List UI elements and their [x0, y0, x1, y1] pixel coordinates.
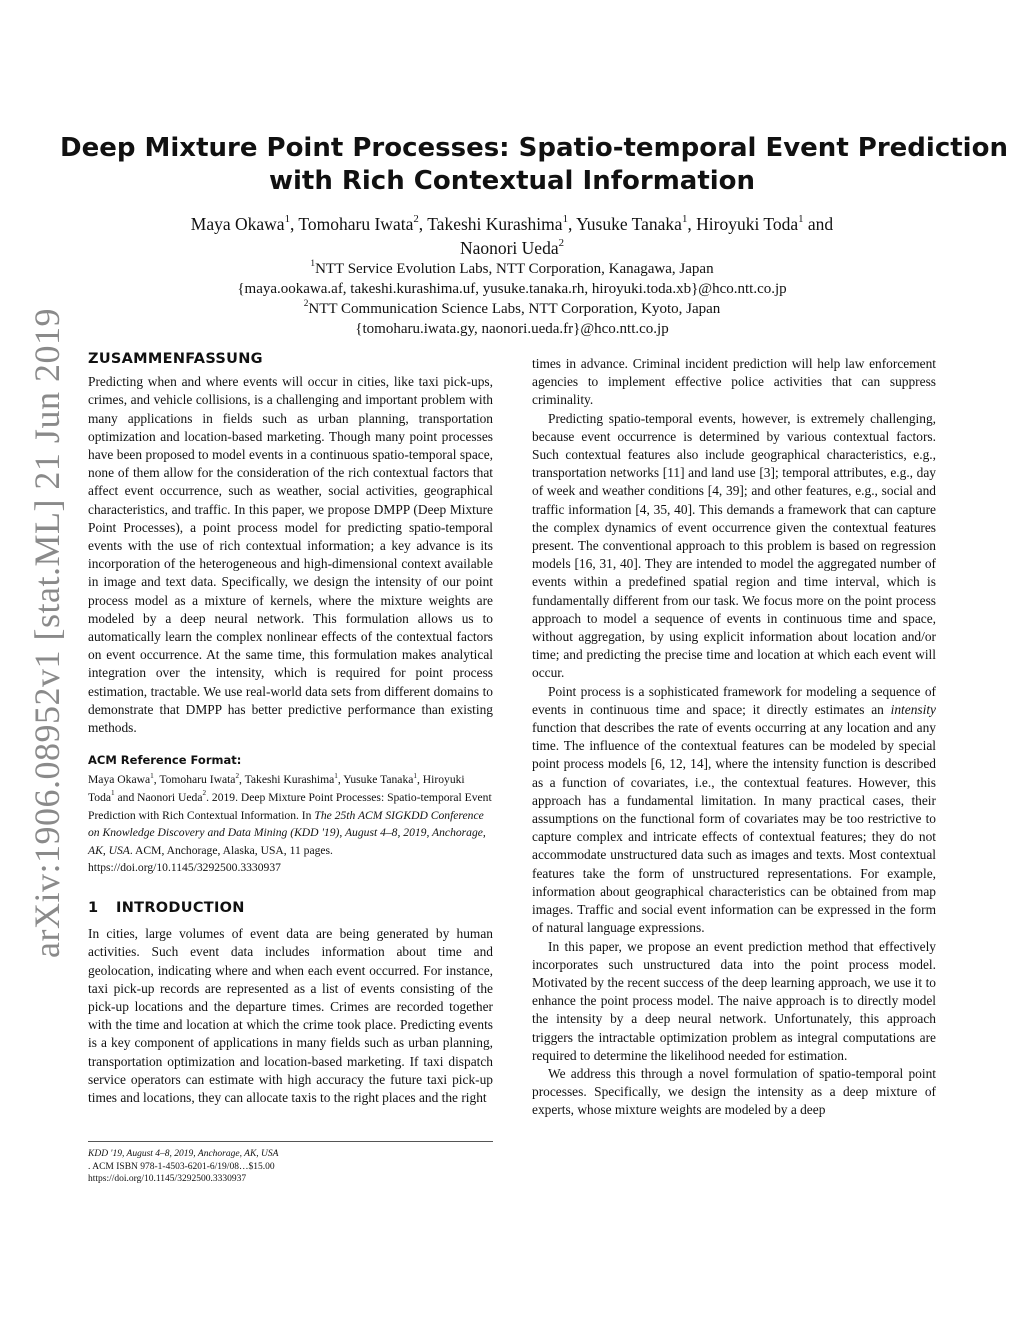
- affiliation-marker: 1: [798, 212, 804, 225]
- author-name: , Yusuke Tanaka: [567, 214, 682, 234]
- author-name: , Tomoharu Iwata: [290, 214, 414, 234]
- acm-reference-text: Maya Okawa$^1$, Tomoharu Iwata$^2$, Takeshi Kurashima$^1$, Yusuke Tanaka$^1$, Hiroyuki Toda$^1$ and Naonori Ueda$^2$. 2019. Deep Mixture Point Processes: Spatio-temporal Event Prediction with Rich Contextual Information. In The 25th ACM SIGKDD Conference on Knowledge Discovery and Data Mining (KDD '19), August 4–8, 2019, Anchorage, AK, USA. ACM, Anchorage, Alaska, USA, 11 pages. https://doi.org/10.1145/3292500.3330937: [88, 771, 492, 875]
- footnote-doi: https://doi.org/10.1145/3292500.3330937: [88, 1174, 247, 1185]
- affiliation-marker: 1: [681, 212, 688, 225]
- affiliation-marker: 1: [284, 212, 290, 225]
- affiliation-marker: 2: [413, 212, 419, 225]
- introduction-paragraph-1: In cities, large volumes of event data are being generated by human activities. Such event data includes information about time and geolocation, indicating where and when each event occurred. For instance, taxi pick-up records are represented as a list of events consisting of the pick-up locations and the departure times. Crimes are recorded together with the time and location at which the crime took place. Predicting events is a key component of applications in many fields such as urban planning, transportation optimization and location-based marketing. If taxi dispatch service operators can estimate with high accuracy the future taxi pick-up times and locations, they can allocate taxis to the right places and the right: [88, 926, 493, 1106]
- abstract-text: Predicting when and where events will occur in cities, like taxi pick-ups, crimes, and vehicle collisions, is a challenging and important problem with many applications in fields such as urban planning, transportation optimization and location-based marketing. Though many point processes have been proposed to model events in a continuous spatio-temporal space, none of them allow for the consideration of the rich contextual factors that affect event occurrence, such as weather, social activities, geographical characteristics, and traffic. In this paper, we propose DMPP (Deep Mixture Point Processes), a point process model for predicting spatio-temporal events with the use of rich contextual information; a key advance is its incorporation of the heterogeneous and high-dimensional context available in image and text data. Specifically, we design the intensity of our point process model as a mixture of kernels, where the mixture weights are modeled by a deep neural network. This formulation allows us to automatically learn the complex nonlinear effects of the contextual factors on event occurrence. At the same time, this formulation makes analytical integration over the intensity, which is required for point process estimation, tractable. We use real-world data sets from different domains to demonstrate that DMPP has better predictive performance than existing methods.: [88, 374, 493, 736]
- author-name: , Hiroyuki Toda: [687, 214, 799, 234]
- author-list: [60, 212, 964, 260]
- acm-reference-heading: ACM Reference Format:: [88, 753, 242, 768]
- title-line-2: with Rich Contextual Information: [268, 166, 756, 196]
- author-line-1: [60, 212, 964, 236]
- acm-reference-venue: The 25th ACM SIGKDD Conference on Knowledge Discovery and Data Mining (KDD '19), August 4–8, 2019, Anchorage, AK, USA: [88, 808, 486, 857]
- left-column: [88, 350, 493, 1107]
- author-name: , Takeshi Kurashima: [418, 214, 563, 234]
- paper-title: [60, 132, 1008, 198]
- right-paragraph-2: Predicting spatio-temporal events, however, is extremely challenging, because event occurrence is determined by various contextual factors. Such contextual features also include geographical characteristics, e.g., transportation networks [11] and land use [3]; temporal attributes, e.g., day of week and weather conditions [4, 39]; and other features, e.g., social and traffic information [4, 35, 40]. This demands a framework that can capture the complex dynamics of event occurrence given the contextual features present. The conventional approach to this problem is based on regression models [16, 31, 40]. They are intended to model the aggregated number of events within a predefined spatial region and time interval, which is fundamentally different from our task. We focus more on the point process approach to model a sequence of events in continuous time and space, without aggregation, by using explicit information about location and/or time; and predicting the precise time and location at which each event will occur.: [532, 410, 936, 681]
- right-paragraph-1: times in advance. Criminal incident prediction will help law enforcement agencies to implement effective police activities that can suppress criminality.: [532, 356, 936, 408]
- right-column: [532, 355, 936, 1120]
- footnote-divider: [88, 1141, 493, 1142]
- affiliation-name: NTT Service Evolution Labs, NTT Corporation, Kanagawa, Japan: [315, 261, 714, 277]
- copyright-footnote: [88, 1148, 493, 1186]
- footnote-conference: KDD '19, August 4–8, 2019, Anchorage, AK, USA: [88, 1149, 279, 1159]
- right-paragraph-4: In this paper, we propose an event prediction method that effectively incorporates such unstructured data into the point process model. Motivated by the recent success of the deep learning approach, we use it to enhance the point process model. The naive approach is to directly model the intensity by a deep neural network. Unfortunately, this approach triggers the intractable optimization problem as integral computations are required to determine the likelihood needed for estimation.: [532, 938, 936, 1063]
- section-number: 1: [88, 900, 99, 917]
- affiliation-name: NTT Communication Science Labs, NTT Corporation, Kyoto, Japan: [308, 301, 721, 317]
- affiliation-1: [60, 259, 964, 279]
- introduction-heading: [88, 899, 493, 917]
- affiliation-marker: 1: [310, 258, 316, 269]
- affiliation-2: [60, 299, 964, 319]
- abstract-heading: ZUSAMMENFASSUNG: [88, 351, 263, 367]
- right-paragraph-3: Point process is a sophisticated framework for modeling a sequence of events in continuous time and space; it directly estimates an intensity function that describes the rate of events occurring at any location and any time. The influence of the contextual features can be modeled by special point process models [6, 12, 14], where the intensity function is described as a function of covariates, i.e., the contextual features. However, this approach has a fundamental limitation. In many practical cases, their assumptions on the functional form of covariates may be too restrictive to capture complex and intricate effects of contextual features; they do not accommodate unstructured data such as images and texts. Most contextual features take the form of unstructured representations. For example, information about geographical characteristics can be obtained from map images. Traffic and social event information can be expressed in the form of natural language expressions.: [532, 683, 936, 936]
- affiliation-2-emails: {tomoharu.iwata.gy, naonori.ueda.fr}@hco.ntt.co.jp: [355, 321, 669, 337]
- affiliation-1-emails: {maya.ookawa.af, takeshi.kurashima.uf, yusuke.tanaka.rh, hiroyuki.toda.xb}@hco.ntt.co.jp: [237, 281, 787, 297]
- emphasis-intensity: intensity: [890, 701, 936, 717]
- affiliations: [60, 259, 964, 339]
- section-title: INTRODUCTION: [116, 900, 245, 917]
- title-line-1: Deep Mixture Point Processes: Spatio-temporal Event Prediction: [60, 133, 1008, 163]
- affiliation-marker: 2: [303, 298, 309, 309]
- arxiv-identifier-stamp: arXiv:1906.08952v1 [stat.ML] 21 Jun 2019: [27, 308, 67, 958]
- author-name: Naonori Ueda: [459, 238, 559, 258]
- author-line-2: [60, 236, 964, 260]
- author-conjunction: and: [803, 214, 834, 234]
- author-name: Maya Okawa: [190, 214, 285, 234]
- right-paragraph-5: We address this through a novel formulation of spatio-temporal point processes. Specifically, we design the intensity as a deep mixture of experts, whose mixture weights are modeled by a deep: [532, 1065, 936, 1118]
- affiliation-marker: 2: [558, 236, 565, 249]
- affiliation-marker: 1: [562, 212, 568, 225]
- footnote-isbn: . ACM ISBN 978-1-4503-6201-6/19/08…$15.00: [88, 1161, 275, 1172]
